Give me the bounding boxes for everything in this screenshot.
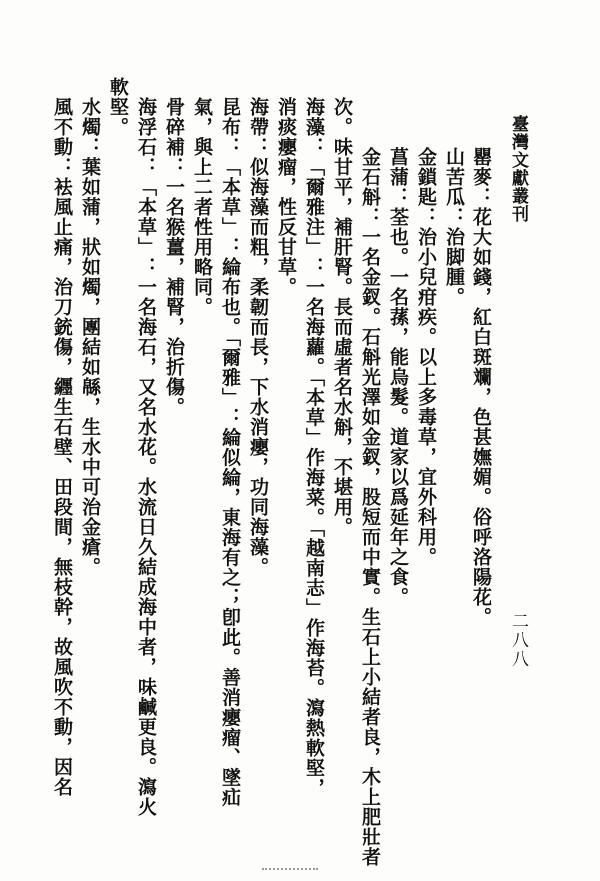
text-column: 金石斛：一名金釵。石斛光澤如金釵，股短而中實。生石上小結者良，木上肥壯者	[359, 147, 381, 867]
text-column: 氣，與上二者性用略同。	[191, 97, 213, 317]
text-column: 骨碎補：一名猴薑，補腎，治折傷。	[163, 97, 185, 417]
text-column: 風不動：袪風止痛，治刀銃傷，纒生石壁、田段間，無枝幹，故風吹不動，因名	[51, 97, 73, 797]
text-column: 山苦瓜：治脚腫。	[443, 147, 465, 307]
footer-mark	[262, 868, 318, 876]
running-header-title: 臺灣文獻叢刊	[508, 115, 528, 223]
text-column: 消痰癭瘤，性反甘草。	[275, 97, 297, 297]
text-column: 水燭：葉如蒲，狀如燭，團結如緜，生水中可治金瘡。	[79, 97, 101, 577]
page-number: 二八八	[508, 612, 528, 669]
text-column: 罌麥：花大如錢，紅白斑斕，色甚嫵媚。俗呼洛陽花。	[470, 147, 492, 627]
text-column: 海藻：「爾雅注」：一名海蘿。「本草」作海菜。「越南志」作海苔。瀉熱軟堅，	[303, 97, 325, 798]
text-column: 海帶：似海藻而粗，柔韌而長，下水消癭，功同海藻。	[247, 97, 269, 577]
text-column: 海浮石：「本草」：一名海石，又名水花。水流日久結成海中者，味鹹更良。瀉火	[135, 97, 157, 817]
text-column: 昆布：「本草」：綸布也。「爾雅」：綸似綸，東海有之；卽此。善消癭瘤、墜疝	[219, 97, 241, 808]
text-column: 次。味甘平，補肝腎。長而虛者名水斛，不堪用。	[331, 97, 353, 537]
text-column: 軟堅。	[107, 77, 129, 137]
text-column: 菖蒲：荃也。一名蓀，能烏髮。道家以爲延年之食。	[387, 147, 409, 607]
text-column: 金鎖匙：治小兒疳疾。以上多毒草，宜外科用。	[415, 147, 437, 567]
